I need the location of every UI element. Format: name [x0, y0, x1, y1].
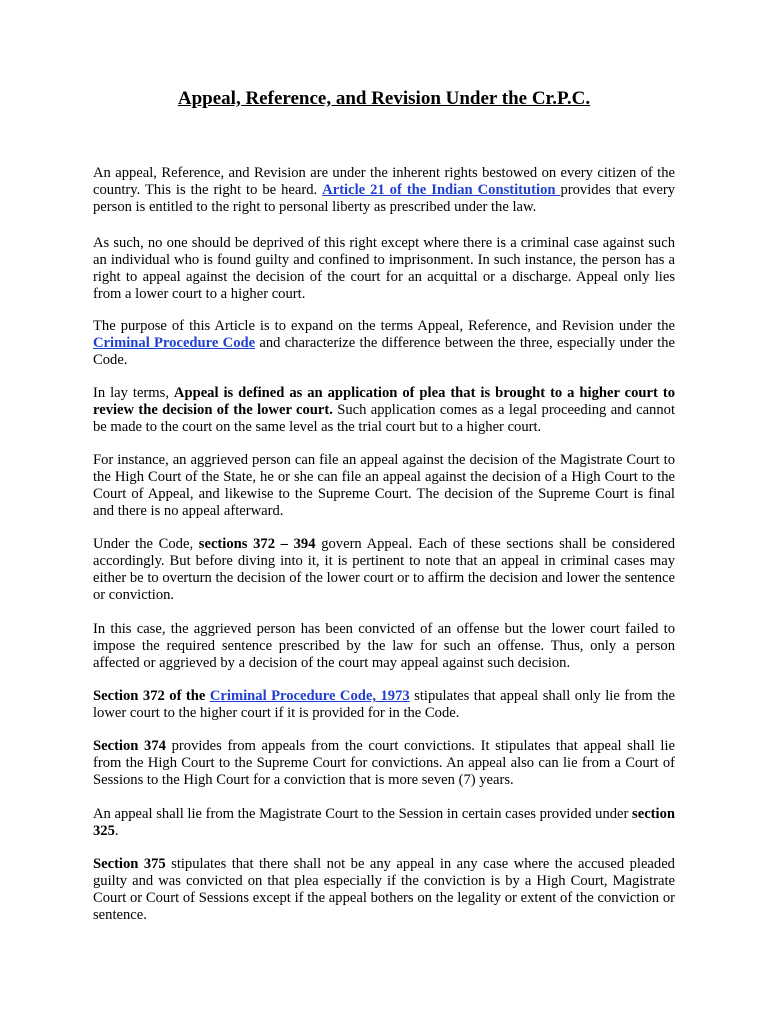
- text: and characterize the difference between the three, especially under the Code.: [93, 335, 675, 368]
- text: stipulates that appeal shall only lie from the lower court to the higher court if it is provided for in the Code.: [93, 688, 675, 721]
- text: An appeal, Reference, and Revision are under the inherent rights bestowed on every citizen of the country. This is the right to be heard.: [93, 165, 675, 198]
- text: Under the Code,: [93, 536, 199, 552]
- section-372-bold: Section 372 of the: [93, 688, 210, 704]
- paragraph-appeal-definition: [93, 385, 675, 436]
- crpc-1973-link[interactable]: Criminal Procedure Code, 1973: [209, 688, 410, 704]
- section-374-bold: Section 374: [93, 738, 166, 754]
- paragraph-right-to-appeal: As such, no one should be deprived of this right except where there is a criminal case against such an individual who is found guilty and confined to imprisonment. In such instance, the person has a right to appeal against the decision of the court for an acquittal or a discharge. Appeal only lies from a lower court to a higher court.: [93, 235, 675, 302]
- text: Such application comes as a legal proceeding and cannot be made to the court on the same level as the trial court but to a higher court.: [93, 402, 675, 435]
- paragraph-appeal-example: For instance, an aggrieved person can file an appeal against the decision of the Magistrate Court to the High Court of the State, he or she can file an appeal against the decision of a High Court to the Court of Appeal, and likewise to the Supreme Court. The decision of the Supreme Court is final and there is no appeal afterward.: [93, 452, 675, 519]
- paragraph-purpose: [93, 318, 675, 369]
- text: stipulates that there shall not be any appeal in any case where the accused pleaded guilty and was convicted on that plea especially if the conviction is by a High Court, Magistrate Court or Court of Sessions except if the appeal bothers on the legality or extent of the conviction or sentence.: [93, 856, 675, 923]
- article-21-link[interactable]: Article 21 of the Indian Constitution: [322, 182, 561, 198]
- paragraph-sections-372-394: [93, 536, 675, 604]
- text: provides from appeals from the court convictions. It stipulates that appeal shall lie from the High Court to the Supreme Court for convictions. An appeal also can lie from a Court of Sessions to the High Court for a conviction that is more seven (7) years.: [93, 738, 675, 788]
- text: provides that every person is entitled to the right to personal liberty as prescribed under the law.: [93, 182, 675, 215]
- paragraph-section-374: [93, 738, 675, 789]
- paragraph-intro: [93, 165, 675, 216]
- paragraph-section-372: [93, 688, 675, 722]
- section-375-bold: Section 375: [93, 856, 166, 872]
- sections-bold: sections 372 – 394: [198, 536, 316, 552]
- appeal-definition-bold: Appeal is defined as an application of plea that is brought to a higher court to review the decision of the lower court.: [93, 385, 675, 418]
- text: The purpose of this Article is to expand on the terms Appeal, Reference, and Revision under the: [93, 318, 675, 334]
- text: govern Appeal. Each of these sections shall be considered accordingly. But before diving into it, it is pertinent to note that an appeal in criminal cases may either be to overturn the decision of the lower court or to affirm the decision and lower the sentence or conviction.: [93, 536, 675, 603]
- section-325-bold: section 325: [93, 806, 675, 839]
- paragraph-section-325: [93, 806, 675, 840]
- paragraph-aggrieved-person: In this case, the aggrieved person has been convicted of an offense but the lower court failed to impose the required sentence prescribed by the law for such an offense. Thus, only a person affected or aggrieved by a decision of the court may appeal against such decision.: [93, 621, 675, 671]
- text: .: [114, 823, 119, 839]
- page-title: Appeal, Reference, and Revision Under the Cr.P.C.: [177, 88, 591, 109]
- text: An appeal shall lie from the Magistrate Court to the Session in certain cases provided under: [93, 806, 633, 822]
- criminal-procedure-code-link[interactable]: Criminal Procedure Code: [93, 335, 256, 351]
- text: In lay terms,: [93, 385, 174, 401]
- paragraph-section-375: [93, 856, 675, 924]
